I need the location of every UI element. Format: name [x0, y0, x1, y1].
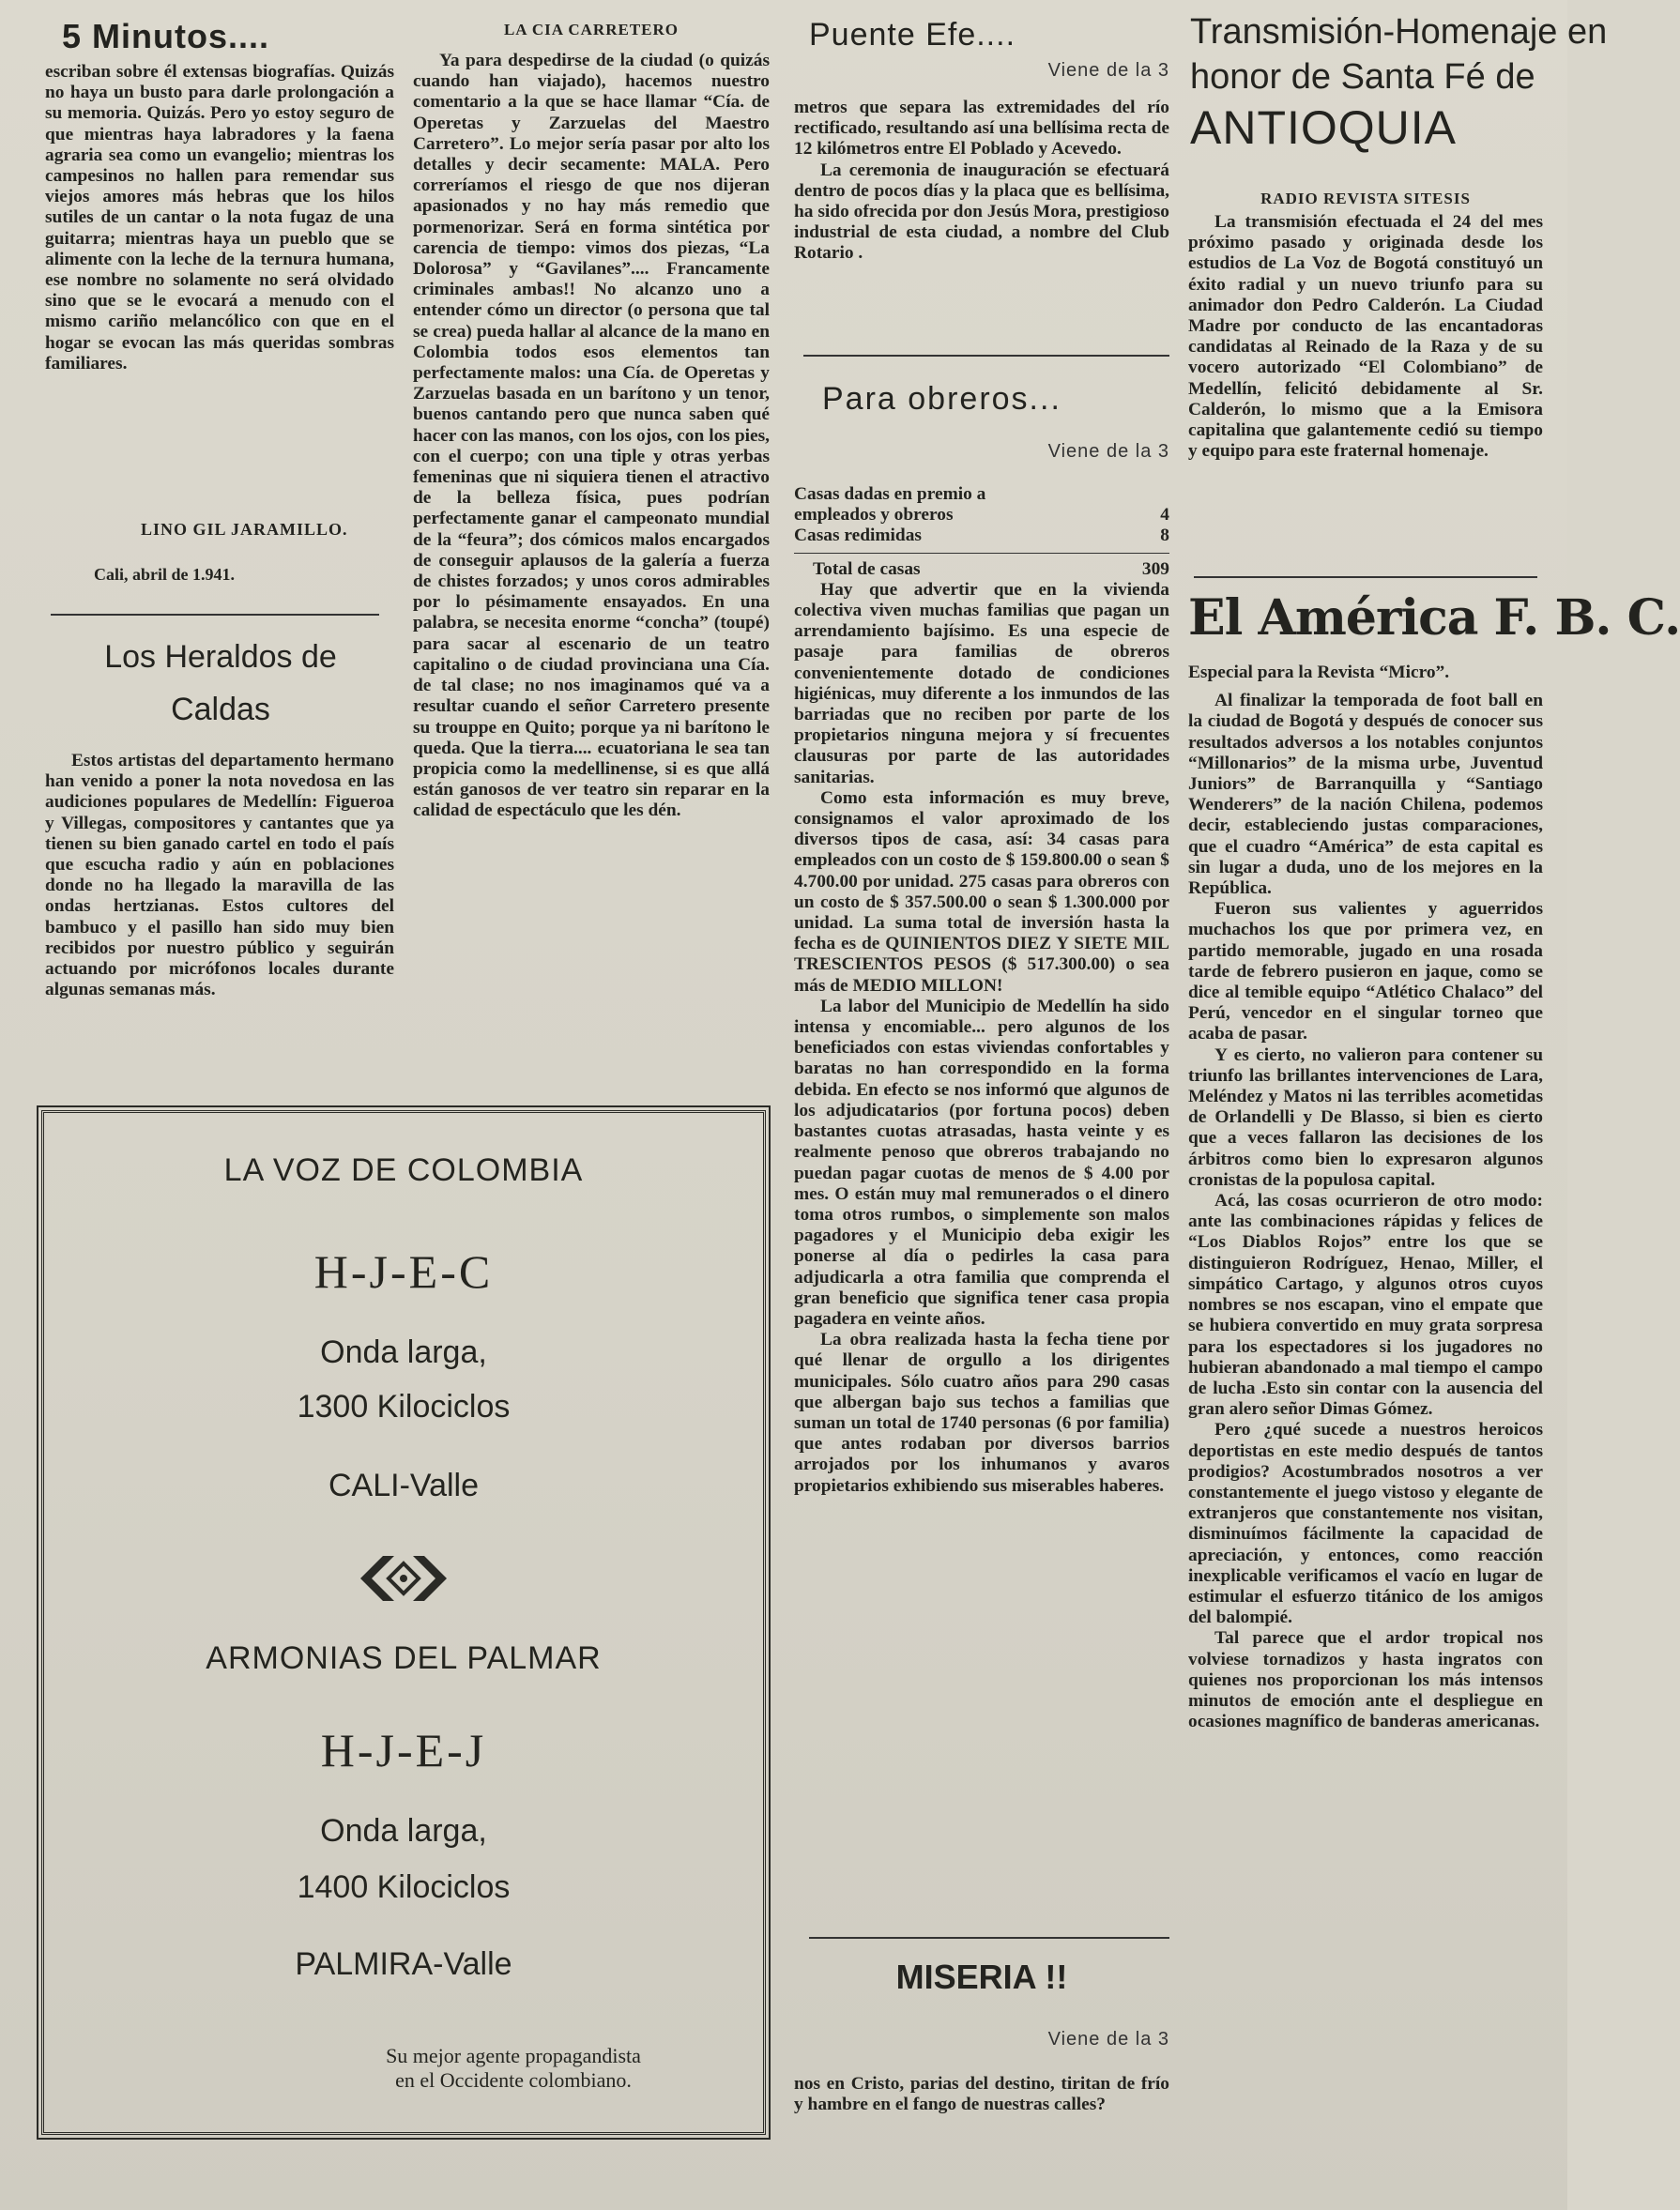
cinco-minutos-title: 5 Minutos....: [62, 17, 270, 55]
america-title: El América F. B. C.: [1188, 589, 1680, 647]
cinco-minutos-body: escriban sobre él extensas biografías. Quizás no haya un busto para darle prolongación a su memoria. Quizás. Pero yo estoy seguro de que mientras haya labradores y la faena agraria sea como un evangelio; mientras los campesinos no hallen para remendar sus viejos amores más hebras que los hilos sutiles de un cantar o la nota fugaz de una guitarra; mientras haya un pueblo que se alimente con la leche de la ternura humana, ese nombre no solamente no será olvidado sino que se le evocará a menudo con el mismo cariño melancólico con que en el hogar se evocan las más queridas sombras familiares.: [45, 62, 394, 373]
station-1-band: Onda larga,: [320, 1334, 487, 1370]
miseria-viene: Viene de la 3: [1047, 2029, 1169, 2050]
stat-total-value: 309: [1141, 558, 1169, 579]
america-body-3: Y es cierto, no valieron para contener su triunfo las brillantes intervenciones de Lara, Meléndez y Matos ni las terribles acometidas de Orlandelli y De Blasso, si bien es cierto que a veces fallaron las decisiones de los árbitros como bien lo expresaron algunos cronistas de la populosa capital.: [1188, 1044, 1543, 1190]
obreros-body-3: La labor del Municipio de Medellín ha sido intensa y encomiable... pero algunos de los beneficiados con estas viviendas confortables y baratas no han correspondido en la forma debida. En efecto se nos informó que algunos de los adjudicatarios (por fortuna pocos) deben bastantes cuotas atrasadas, hasta veinte y es realmente penoso que obreros trabajando no puedan pagar cuotas de menos de $ 4.00 por mes. O están muy mal remunerados o el dinero toma otros rumbos, o simplemente son malos pagadores y el Municipio deba exigir les ponerse al día o pedirles la casa para adjudicarla a otra familia que comprenda el gran beneficio que significa tener casa propia pagadera en veinte años.: [794, 996, 1169, 1329]
carretero-article: [413, 51, 770, 822]
america-body-5: Pero ¿qué sucede a nuestros heroicos deportistas en este medio después de tantos prodigios? Acostumbrados nosotros a ver constantemente el juego vistoso y elegante de extranjeros que constantemente nos visitan, disminuímos fácilmente la capacidad de apreciación, y entonces, como reacción inexplicable verificamos el vacío en lugar de estimular el esfuerzo titánico de los amigos del balompié.: [1188, 1420, 1543, 1628]
stat-label-1: Casas dadas en premio a: [794, 484, 986, 504]
stat-row-total: [794, 559, 1169, 580]
heraldos-title-line2: Caldas: [171, 692, 270, 727]
station-1-city: CALI-Valle: [328, 1468, 479, 1503]
carretero-title: LA CIA CARRETERO: [503, 21, 680, 38]
puente-body: metros que separa las extremidades del río rectificado, resultando así una bellísima recta de 12 kilómetros entre El Poblado y Acevedo.: [794, 98, 1169, 160]
heraldos-article: [45, 751, 394, 1000]
puente-article: [794, 98, 1169, 265]
station-1-callsign: H-J-E-C: [313, 1245, 494, 1298]
stat-value-3: 8: [1160, 526, 1169, 546]
stat-value-2: 4: [1160, 505, 1169, 526]
america-body-6: Tal parece que el ardor tropical nos volviese tornadizos y hasta ingratos con quienes nos proporcionan los más intensos minutos de emoción ante el despliegue en ocasiones magnífico de banderas americanas.: [1188, 1628, 1543, 1732]
ad-slogan-line2: en el Occidente colombiano.: [395, 2068, 632, 2092]
station-1-name: LA VOZ DE COLOMBIA: [223, 1152, 584, 1188]
america-article: [1188, 663, 1543, 1732]
transmision-title-line1: Transmisión-Homenaje en: [1190, 12, 1608, 52]
stat-total-label: Total de casas: [813, 558, 921, 579]
stat-label-2: empleados y obreros: [794, 505, 954, 526]
obreros-body: Hay que advertir que en la vivienda colectiva viven muchas familias que pagan un arrendamiento bajísimo. Es una especie de pasaje para familias de obreros convenientemente dotado de condiciones higiénicas, muy diferente a los inmundos de las barriadas que no reciben por parte de los propietarios ninguna mejora y sí frecuentes clausuras por parte de las autoridades sanitarias.: [794, 579, 1169, 787]
divider: [1194, 576, 1537, 578]
obreros-title: Para obreros...: [822, 381, 1061, 417]
obreros-article: [794, 484, 1169, 1497]
station-2-callsign: H-J-E-J: [320, 1724, 487, 1776]
station-2-city: PALMIRA-Valle: [295, 1946, 512, 1982]
divider: [803, 355, 1169, 357]
obreros-body-4: La obra realizada hasta la fecha tiene por qué llenar de orgullo a los dirigentes municipales. Sólo cuatro años para 290 casas que albergan bajo sus techos a familias que suman un total de 1740 personas (6 por familia) que antes rodaban por diversos barrios arrojados por los inhumanos y avaros propietarios exhibiendo sus miserables haberes.: [794, 1330, 1169, 1496]
ad-slogan-line1: Su mejor agente propagandista: [386, 2044, 641, 2067]
heraldos-title: [47, 634, 394, 732]
divider: [51, 614, 379, 616]
cinco-minutos-article: [45, 62, 394, 374]
miseria-article: [794, 2074, 1169, 2115]
stat-row-redeemed: [794, 526, 1169, 546]
carretero-body: Ya para despedirse de la ciudad (o quizás cuando han viajado), hacemos nuestro comentario a la que se hace llamar “Cía. de Operetas y Zarzuelas del Maestro Carretero”. Lo mejor sería pasar por alto los detalles y decir secamente: MALA. Pero correríamos el riesgo de que nos dijeran apasionados y no hay más remedio que pormenorizar. Será en forma sintética por carencia de tiempo: vimos dos piezas, “La Dolorosa” y “Gavilanes”.... Francamente criminales ambas!! No alcanzo uno a entender cómo un director (o persona que tal se crea) pueda hallar al alcance de la mano en Colombia todos esos elementos tan perfectamente malos: una Cía. de Operetas y Zarzuelas basada en un barítono y un tenor, buenos cantando pero que nunca saben qué hacer con las manos, con los ojos, con los pies, con el cuerpo; con una tiple y otras yerbas femeninas que ni siquiera tienen el atractivo de la belleza física, pues podrían perfectamente ganar el campeonato mundial de la “feura”; dos cómicos malos encargados de conseguir aplausos de la galería a fuerza de chistes forzados; y unos coros admirables por lo pésimamente ensayados. En una palabra, se necesita enorme “concha” (toupé) para sacar al escenario de un teatro capitalino o de ciudad provinciana una Cía. de tal clase; no nos imaginamos qué va a resultar cuando el señor Carretero presente su trouppe en Quito; porque ya ni barítono le queda. Que la tierra.... ecuatoriana le sea tan propicia como la medellinense, si es que allá están ganosos de ver teatro sin reparar en la calidad de espectáculo que les dén.: [413, 51, 770, 821]
transmision-title-line3: ANTIOQUIA: [1190, 101, 1458, 154]
miseria-body: nos en Cristo, parias del destino, tiritan de frío y hambre en el fango de nuestras calles?: [794, 2074, 1169, 2115]
diamond-ornament-icon: [44, 1552, 763, 1605]
signature: LINO GIL JARAMILLO.: [141, 520, 348, 539]
puente-viene: Viene de la 3: [1047, 60, 1169, 81]
station-2-band: Onda larga,: [320, 1813, 487, 1849]
station-1-frequency: 1300 Kilociclos: [297, 1389, 511, 1425]
station-2-frequency: 1400 Kilociclos: [297, 1869, 511, 1905]
america-body-4: Acá, las cosas ocurrieron de otro modo: ante las combinaciones rápidas y felices de “Los Diablos Rojos” entre los que se distinguieron Rodríguez, Henao, Miller, el simpático Cartago, y algunos otros cuyos nombres se nos escapan, vino el empate que se hubiera convertido en muy grata sorpresa para los espectadores si los jugadores no hubieran abandonado a mal tiempo el campo de lucha .Esto sin contar con la ausencia del gran alero señor Dimas Gómez.: [1188, 1191, 1543, 1420]
puente-title: Puente Efe....: [809, 17, 1016, 53]
puente-body-2: La ceremonia de inauguración se efectuará dentro de pocos días y la placa que es bellísima, ha sido ofrecida por don Jesús Mora, prestigioso industrial de esta ciudad, a nombre del Club Rotario .: [794, 160, 1169, 264]
radio-advertisement: [41, 1110, 766, 2135]
dateline: Cali, abril de 1.941.: [94, 565, 236, 584]
heraldos-body: Estos artistas del departamento hermano han venido a poner la nota novedosa en las audiciones populares de Medellín: Figueroa y Villegas, compositores y cantantes que ya tienen su bien ganado cartel en todo el país que escucha radio y aún en poblaciones donde no ha llegado la maravilla de las ondas hertzianas. Estos cultores del bambuco y el pasillo han sido muy bien recibidos por nuestro público y seguirán actuando por micrófonos locales durante algunas semanas más.: [45, 751, 394, 1000]
transmision-title-line2: honor de Santa Fé de: [1190, 57, 1535, 97]
america-body: Al finalizar la temporada de foot ball en la ciudad de Bogotá y después de conocer sus resultados adversos a los notables conjuntos “Millonarios” de la misma urbe, Juventud Juniors” de Barranquilla y “Santiago Wenderers” de la nación Chilena, podemos decir, estableciendo justas comparaciones, que el cuadro “América” de esta capital es sin lugar a duda, uno de los mejores en la República.: [1188, 691, 1543, 899]
obreros-body-2: Como esta información es muy breve, consignamos el valor aproximado de los diversos tipos de casa, así: 34 casas para empleados con un costo de $ 159.800.00 o sean $ 4.700.00 por unidad. 275 casas para obreros con un costo de $ 357.500.00 o sean $ 1.300.000 por unidad. La suma total de inversión hasta la fecha es de QUINIENTOS DIEZ Y SIETE MIL TRESCIENTOS PESOS ($ 517.300.00) o sea más de MEDIO MILLON!: [794, 787, 1169, 996]
stat-row-employees: [794, 505, 1169, 526]
heraldos-title-line1: Los Heraldos de: [104, 639, 337, 675]
radio-body: La transmisión efectuada el 24 del mes próximo pasado y originada desde los estudios de La Voz de Bogotá constituyó un éxito radial y un nuevo triunfo para su animador don Pedro Calderón. La Ciudad Madre por conducto de las encantadoras candidatas al Reinado de la Raza y de su vocero autorizado “El Colombiano” de Medellín, felicitó debidamente al Sr. Calderón, lo mismo que a la Emisora capitalina que galantemente cedió su tiempo y equipo para este fraternal homenaje.: [1188, 212, 1543, 462]
stat-rule: [794, 553, 1169, 554]
america-subtitle: Especial para la Revista “Micro”.: [1188, 663, 1450, 682]
transmision-title: [1190, 9, 1608, 156]
housing-stats: [794, 484, 1169, 1497]
stat-label-3: Casas redimidas: [794, 526, 922, 546]
station-2-name: ARMONIAS DEL PALMAR: [206, 1640, 602, 1676]
radio-article: [1188, 212, 1543, 462]
america-body-2: Fueron sus valientes y aguerridos muchachos los que por primera vez, en partido memorable, jugado en una rosada tarde de febrero pusieron en jaque, como se dice al temible equipo “Atlético Chalaco” del Perú, vencedor en el singular torneo que acaba de pasar.: [1188, 899, 1543, 1044]
miseria-title: MISERIA !!: [895, 1958, 1068, 1996]
divider: [809, 1937, 1169, 1939]
radio-revista-head: RADIO REVISTA SITESIS: [1260, 190, 1471, 207]
obreros-viene: Viene de la 3: [1047, 441, 1169, 462]
